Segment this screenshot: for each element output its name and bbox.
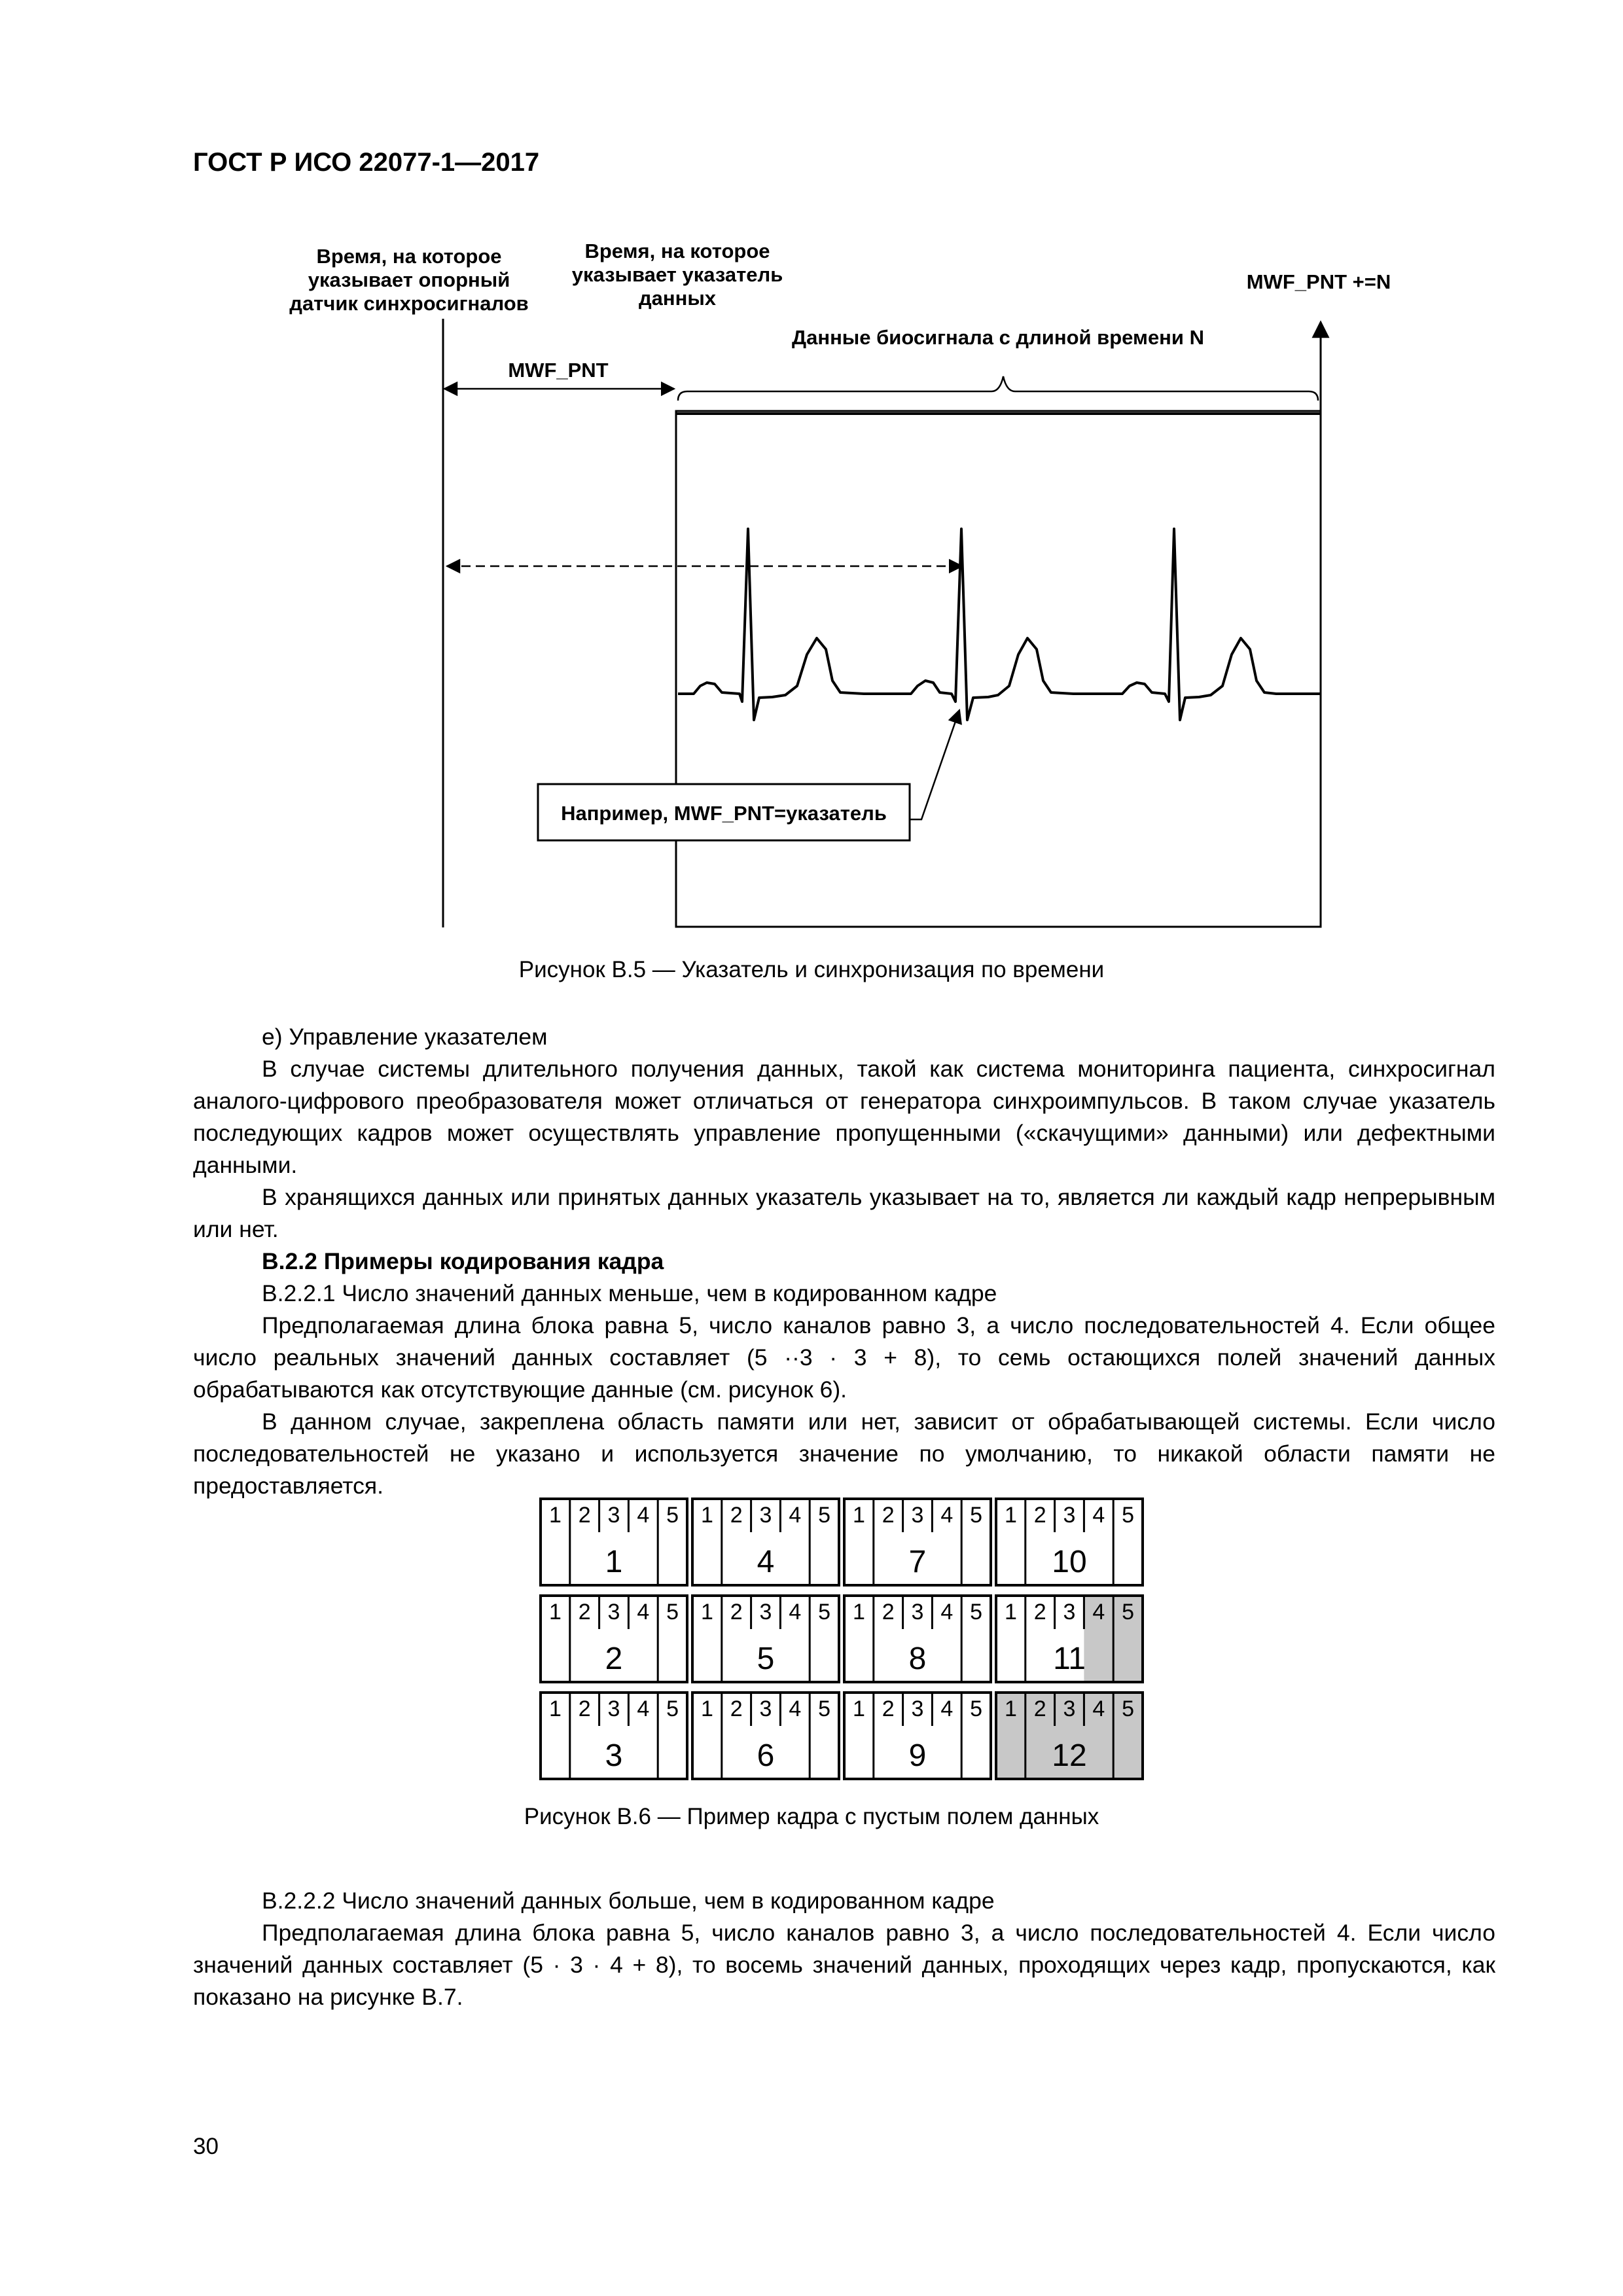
- cell-number: 3: [911, 1503, 924, 1528]
- cell-number: 4: [940, 1600, 954, 1624]
- frame-block-7: [844, 1499, 991, 1585]
- block-sequence-number: 6: [757, 1738, 775, 1773]
- cell-number: 1: [700, 1696, 713, 1721]
- label-mwf-pnt-n: MWF_PNT +=N: [1246, 270, 1391, 293]
- cell-number: 4: [1092, 1503, 1105, 1528]
- block-sequence-number: 2: [605, 1641, 623, 1676]
- frame-block-3: [541, 1693, 687, 1779]
- block-sequence-number: 3: [605, 1738, 623, 1773]
- body-paragraph-5: Предполагаемая длина блока равна 5, число каналов равно 3, а число последовательностей 4. Если общее число реальных значений данных составляет (5 ··3 · 3 + 8), то семь остающихся полей значений данных обрабатываются как отсутствующие данные (см. рисунок 6).: [193, 1312, 1495, 1403]
- frame-block-11: [996, 1596, 1143, 1682]
- frame-block-6: [692, 1693, 839, 1779]
- label-ptr-time-1: Время, на которое: [584, 240, 770, 262]
- cell-number: 5: [666, 1600, 679, 1624]
- cell-number: 2: [1033, 1600, 1046, 1624]
- cell-number: 3: [607, 1696, 620, 1721]
- frame-block-10: [996, 1499, 1143, 1585]
- figure-b6-caption: Рисунок В.6 — Пример кадра с пустым полем данных: [524, 1804, 1099, 1829]
- cell-number: 1: [852, 1600, 865, 1624]
- block-sequence-number: 9: [908, 1738, 927, 1773]
- frame-block-12: [996, 1693, 1143, 1779]
- label-ref-time-3: датчик синхросигналов: [289, 292, 529, 315]
- cell-number: 1: [700, 1600, 713, 1624]
- cell-number: 1: [548, 1696, 562, 1721]
- cell-number: 2: [1033, 1696, 1046, 1721]
- cell-number: 3: [911, 1600, 924, 1624]
- body-paragraph-3: В хранящихся данных или принятых данных указатель указывает на то, является ли каждый кадр непрерывным или нет.: [193, 1184, 1495, 1242]
- cell-number: 2: [1033, 1503, 1046, 1528]
- cell-number: 5: [666, 1696, 679, 1721]
- body-paragraph-2: В случае системы длительного получения данных, такой как система мониторинга пациента, синхросигнал аналого-цифрового преобразователя может отличаться от генератора синхроимпульсов. В таком случае указатель последующих кадров может осуществлять управление пропущенными («скачущими» данными) или дефектными данными.: [193, 1056, 1495, 1178]
- cell-number: 1: [548, 1600, 562, 1624]
- frame-block-2: [541, 1596, 687, 1682]
- cell-number: 1: [1004, 1503, 1017, 1528]
- cell-number: 4: [637, 1696, 650, 1721]
- label-ptr-time-2: указывает указатель: [571, 263, 783, 286]
- cell-number: 3: [607, 1503, 620, 1528]
- page-number: 30: [193, 2134, 219, 2159]
- cell-number: 3: [607, 1600, 620, 1624]
- block-sequence-number: 7: [908, 1545, 927, 1579]
- cell-number: 4: [1092, 1696, 1105, 1721]
- label-ref-time-1: Время, на которое: [316, 245, 502, 268]
- cell-number: 2: [882, 1600, 895, 1624]
- bottom-text: [193, 1885, 1495, 2013]
- cell-number: 2: [578, 1600, 591, 1624]
- cell-number: 4: [637, 1600, 650, 1624]
- section-heading: В.2.2 Примеры кодирования кадра: [262, 1248, 664, 1274]
- bottom-paragraph-2: Предполагаемая длина блока равна 5, число каналов равно 3, а число последовательностей 4. Если число значений данных составляет (5 · 3 · 4 + 8), то восемь значений данных, проходящих через кадр, пропускаются, как показано на рисунке В.7.: [193, 1920, 1495, 2010]
- figure-b5-caption: Рисунок В.5 — Указатель и синхронизация по времени: [518, 957, 1105, 982]
- cell-number: 4: [789, 1696, 802, 1721]
- cell-number: 4: [789, 1503, 802, 1528]
- cell-number: 4: [940, 1696, 954, 1721]
- cell-number: 1: [548, 1503, 562, 1528]
- cell-number: 4: [1092, 1600, 1105, 1624]
- block-sequence-number: 1: [605, 1545, 623, 1579]
- cell-number: 5: [1122, 1503, 1135, 1528]
- cell-number: 4: [940, 1503, 954, 1528]
- cell-number: 2: [730, 1503, 743, 1528]
- cell-number: 1: [1004, 1600, 1017, 1624]
- cell-number: 2: [578, 1503, 591, 1528]
- cell-number: 3: [1063, 1696, 1076, 1721]
- bottom-paragraph-1: В.2.2.2 Число значений данных больше, чем в кодированном кадре: [262, 1888, 995, 1914]
- cell-number: 3: [759, 1696, 772, 1721]
- cell-number: 2: [578, 1696, 591, 1721]
- frame-block-8: [844, 1596, 991, 1682]
- cell-number: 3: [1063, 1600, 1076, 1624]
- cell-number: 2: [882, 1503, 895, 1528]
- cell-number: 2: [882, 1696, 895, 1721]
- cell-number: 4: [637, 1503, 650, 1528]
- cell-number: 1: [852, 1503, 865, 1528]
- frame-block-1: [541, 1499, 687, 1585]
- label-ref-time-2: указывает опорный: [308, 268, 510, 291]
- cell-number: 3: [759, 1503, 772, 1528]
- cell-number: 5: [970, 1696, 983, 1721]
- cell-number: 5: [818, 1600, 831, 1624]
- cell-number: 1: [852, 1696, 865, 1721]
- frame-block-9: [844, 1693, 991, 1779]
- cell-number: 5: [818, 1503, 831, 1528]
- cell-number: 5: [970, 1600, 983, 1624]
- cell-number: 5: [818, 1696, 831, 1721]
- cell-number: 5: [666, 1503, 679, 1528]
- block-sequence-number: 11: [1053, 1641, 1086, 1676]
- document-header: ГОСТ Р ИСО 22077-1—2017: [193, 148, 540, 177]
- block-sequence-number: 10: [1052, 1545, 1087, 1579]
- cell-number: 1: [700, 1503, 713, 1528]
- cell-number: 1: [1004, 1696, 1017, 1721]
- cell-number: 2: [730, 1600, 743, 1624]
- cell-number: 5: [1122, 1600, 1135, 1624]
- block-sequence-number: 4: [757, 1545, 775, 1579]
- frame-block-5: [692, 1596, 839, 1682]
- cell-number: 3: [1063, 1503, 1076, 1528]
- frame-block-4: [692, 1499, 839, 1585]
- cell-number: 2: [730, 1696, 743, 1721]
- block-sequence-number: 8: [908, 1641, 927, 1676]
- body-paragraph-4: В.2.2.1 Число значений данных меньше, чем в кодированном кадре: [262, 1280, 997, 1306]
- label-biosignal: Данные биосигнала с длиной времени N: [792, 326, 1204, 349]
- label-example: Например, MWF_PNT=указатель: [561, 802, 887, 825]
- cell-number: 3: [911, 1696, 924, 1721]
- cell-number: 5: [970, 1503, 983, 1528]
- block-sequence-number: 5: [757, 1641, 775, 1676]
- label-mwf-pnt: MWF_PNT: [508, 359, 609, 382]
- cell-number: 5: [1122, 1696, 1135, 1721]
- label-ptr-time-3: данных: [638, 287, 717, 310]
- cell-number: 3: [759, 1600, 772, 1624]
- body-paragraph-1: е) Управление указателем: [262, 1024, 548, 1050]
- block-sequence-number: 12: [1052, 1738, 1087, 1773]
- cell-number: 4: [789, 1600, 802, 1624]
- body-paragraph-6: В данном случае, закреплена область памяти или нет, зависит от обрабатывающей системы. Если число последовательностей не указано и используется значение по умолчанию, то никакой области памяти не предоставляется.: [193, 1408, 1495, 1499]
